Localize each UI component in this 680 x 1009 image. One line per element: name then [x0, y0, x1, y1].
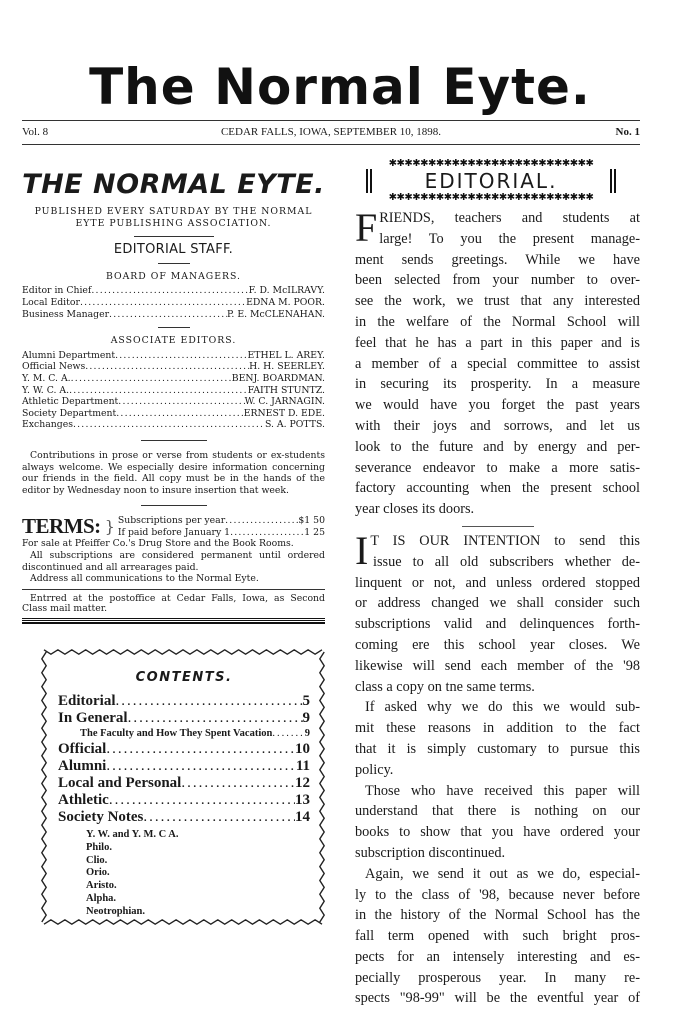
text-line: in the history of the Normal School has the — [355, 907, 640, 924]
board-heading: BOARD OF MANAGERS. — [105, 270, 242, 282]
contents-label: Alumni — [58, 758, 107, 774]
text-line: Again, we send it out as we do, especial- — [365, 865, 640, 882]
divider — [141, 505, 207, 506]
editorial-body — [355, 205, 640, 1009]
staff-name: ETHEL L. AREY. — [247, 349, 325, 361]
staff-row — [22, 309, 325, 321]
contents-item[interactable] — [58, 710, 310, 727]
text-line: mit these reasons in addition to the fact — [355, 720, 640, 737]
dot-leader — [69, 385, 248, 397]
society-item: Alpha. — [86, 892, 117, 904]
text-line: that it is simply customary to pursue this — [355, 740, 640, 757]
divider — [158, 327, 190, 328]
dot-leader — [128, 710, 303, 727]
text-line: subscription discontinued. — [355, 844, 506, 861]
text-line: year closes its doors. — [355, 501, 475, 518]
staff-row — [22, 419, 325, 431]
contents-label: Editorial — [58, 693, 116, 709]
drop-cap: F — [355, 205, 378, 250]
text-line: understand that there is nothing on our — [355, 803, 640, 820]
terms-row-price: $1 50 — [298, 515, 325, 527]
dot-leader — [181, 775, 295, 792]
dot-leader — [106, 741, 295, 758]
contents-page: 14 — [295, 809, 310, 825]
dot-leader — [106, 758, 295, 775]
contents-item[interactable] — [58, 741, 310, 758]
text-line: pecially prosperous year. In many re- — [355, 969, 640, 986]
publisher-line: PUBLISHED EVERY SATURDAY BY THE NORMAL EYTE PUBLISHING ASSOCIATION. — [34, 206, 313, 229]
staff-role: Y. M. C. A. — [22, 372, 71, 384]
dot-leader — [91, 285, 248, 297]
staff-row — [22, 297, 325, 309]
society-item: Orio. — [86, 867, 110, 879]
text-line: feel that he has a part in this paper and is — [355, 334, 640, 351]
staff-row — [22, 285, 325, 297]
contents-list — [58, 693, 310, 826]
dot-leader — [109, 792, 295, 809]
staff-row — [22, 396, 325, 408]
society-item: Clio. — [86, 854, 108, 866]
contents-label: Local and Personal — [58, 775, 182, 791]
contributions-note: Contributions in prose or verse from students or ex-students always welcome. We especially desire information concerning our friends in the field. All copy must be in the hands of the editor by Wednesday noon to insure insertion that week. — [22, 449, 325, 496]
contents-page: 9 — [302, 710, 310, 726]
staff-role: Alumni Department — [22, 349, 116, 361]
text-line: ment sends greetings. While we have — [355, 251, 640, 268]
dot-leader — [71, 373, 232, 385]
contents-page: 12 — [295, 775, 310, 791]
address-note: Address all communications to the Normal Eyte. — [30, 573, 259, 585]
text-line: linquent or not, and unless ordered stopped — [355, 574, 640, 591]
text-line: policy. — [355, 761, 394, 778]
text-line: large! To you the present manage- — [379, 230, 640, 247]
contents-page: 10 — [295, 741, 310, 757]
staff-row — [22, 408, 325, 420]
text-line: spects "98-99" will be the eventful year of — [355, 990, 640, 1007]
terms-rows — [118, 515, 325, 538]
entered-note: Entrred at the postoffice at Cedar Falls, Iowa, as Second Class mail matter. — [22, 592, 325, 615]
board-list — [22, 285, 325, 320]
dot-leader — [115, 350, 247, 362]
contents-label: The Faculty and How They Spent Vacation — [80, 728, 273, 739]
text-line: factory accounting when the present school — [355, 480, 640, 497]
text-line: likewise will send each member of the '98 — [355, 657, 640, 674]
text-line: a member of a special committee to assist — [355, 355, 640, 372]
divider — [134, 236, 214, 237]
contents-page: 9 — [304, 728, 310, 739]
ornament-border-icon: ✱✱✱✱✱✱✱✱✱✱✱✱✱✱✱✱✱✱✱✱✱✱✱✱✱✱ — [388, 159, 594, 169]
dot-leader — [230, 527, 304, 539]
text-line: RIENDS, teachers and students at — [379, 210, 640, 226]
dot-leader — [118, 396, 244, 408]
text-line: coming ere this school year closes. We — [355, 636, 640, 653]
staff-name: ERNEST D. EDE. — [243, 407, 325, 419]
divider — [22, 618, 325, 624]
editorial-paragraph — [355, 527, 640, 1009]
staff-row — [22, 385, 325, 397]
contents-page: 11 — [295, 758, 310, 774]
text-line: issue to all old subscribers whether de- — [373, 553, 640, 570]
permanent-note: All subscriptions are considered permanent until ordered discontinued and all arrearages paid. — [22, 550, 325, 573]
text-line: Those who have received this paper will — [365, 782, 640, 799]
text-line: look to the future and by energy and per- — [355, 438, 640, 455]
contents-label: Athletic — [58, 792, 109, 808]
staff-row — [22, 361, 325, 373]
staff-name: F. D. McILRAVY. — [248, 285, 325, 297]
text-line: T IS OUR INTENTION to send this — [370, 532, 640, 549]
dot-leader — [272, 727, 304, 741]
editorial-header — [366, 159, 616, 203]
divider — [158, 263, 190, 264]
dateline — [22, 126, 640, 138]
contents-item[interactable] — [58, 809, 310, 826]
staff-name: FAITH STUNTZ. — [247, 384, 325, 396]
text-line: ly to the class of '98, because never before — [355, 886, 640, 903]
dot-leader — [225, 515, 298, 527]
masthead: The Normal Eyte. — [89, 58, 591, 116]
society-item: Aristo. — [86, 880, 117, 892]
staff-role: Official News — [22, 361, 86, 373]
dot-leader — [116, 408, 243, 420]
text-line: pects for an intensely interesting and es- — [355, 948, 640, 965]
divider — [462, 526, 534, 527]
staff-role: Exchanges — [22, 419, 73, 431]
staff-role: Business Manager — [22, 308, 110, 320]
staff-name: H. H. SEERLEY. — [249, 361, 325, 373]
volume: Vol. 8 — [22, 126, 49, 138]
contents-label: Official — [58, 741, 107, 757]
staff-name: P. E. McCLENAHAN. — [227, 308, 325, 320]
contents-page: 5 — [302, 693, 310, 709]
contents-item[interactable] — [58, 693, 310, 710]
society-item: Philo. — [86, 841, 112, 853]
issue-number: No. 1 — [615, 126, 640, 138]
society-item: Y. W. and Y. M. C A. — [86, 829, 179, 840]
society-item: Neotrophian. — [86, 905, 146, 917]
contents-label: In General — [58, 710, 128, 726]
staff-name: EDNA M. POOR. — [246, 296, 325, 308]
staff-name: S. A. POTTS. — [264, 419, 325, 431]
staff-role: Society Department — [22, 407, 117, 419]
staff-role: Athletic Department — [22, 396, 119, 408]
dot-leader — [73, 419, 265, 431]
ornament-border-icon: ✱✱✱✱✱✱✱✱✱✱✱✱✱✱✱✱✱✱✱✱✱✱✱✱✱✱ — [388, 193, 594, 203]
text-line: If asked why we do this we would sub- — [365, 699, 640, 716]
dot-leader — [80, 297, 246, 309]
brace-icon: } — [104, 517, 115, 537]
text-line: or address changed we shall consider such — [355, 595, 640, 612]
divider — [22, 120, 640, 121]
staff-heading: EDITORIAL STAFF. — [113, 242, 234, 258]
text-line: in securing its prosperity. In a measure — [355, 376, 640, 393]
divider — [141, 440, 207, 441]
contents-item[interactable] — [58, 775, 310, 792]
contents-item[interactable] — [58, 727, 310, 741]
dot-leader — [109, 309, 227, 321]
editorial-heading: EDITORIAL. — [366, 169, 616, 193]
terms-row-price: 1 25 — [304, 526, 325, 538]
divider — [22, 589, 325, 590]
text-line: severance endeavor to make a more satis- — [355, 459, 640, 476]
contents-page: 13 — [295, 792, 310, 808]
sale-note: For sale at Pfeiffer Co.'s Drug Store and the Book Rooms. — [22, 538, 294, 550]
text-line: we would have you forget the past years — [355, 397, 640, 414]
dot-leader — [116, 693, 303, 710]
place-date: CEDAR FALLS, IOWA, SEPTEMBER 10, 1898. — [220, 126, 442, 138]
text-line: been selected from your number to over- — [355, 272, 640, 289]
staff-name: BENJ. BOARDMAN. — [231, 372, 325, 384]
text-line: subscriptions valid and delinquences forth- — [355, 616, 640, 633]
paper-title: THE NORMAL EYTE. — [22, 169, 325, 200]
terms — [22, 515, 325, 538]
dot-leader — [143, 809, 295, 826]
text-line: class a copy on tne same terms. — [355, 678, 535, 695]
divider — [22, 144, 640, 145]
society-list — [58, 829, 310, 919]
staff-role: Editor in Chief — [22, 285, 92, 297]
terms-row — [118, 527, 325, 539]
staff-row — [22, 373, 325, 385]
associate-heading: ASSOCIATE EDITORS. — [110, 335, 237, 347]
staff-row — [22, 350, 325, 362]
left-column — [22, 168, 325, 624]
terms-row-label: Subscriptions per year — [117, 515, 226, 527]
staff-name: W. C. JARNAGIN. — [244, 396, 325, 408]
staff-role: Local Editor — [22, 296, 80, 308]
contents-box — [40, 648, 326, 926]
contents-item[interactable] — [58, 792, 310, 809]
contents-label: Society Notes — [58, 809, 144, 825]
drop-cap: I — [355, 527, 369, 573]
contents-item[interactable] — [58, 758, 310, 775]
text-line: with their joys and sorrows, and let us — [355, 417, 640, 434]
terms-label: TERMS: — [22, 514, 101, 539]
associate-list — [22, 350, 325, 431]
text-line: fall term opened with such bright pros- — [355, 928, 640, 945]
text-line: books to show that you have ordered your — [355, 824, 640, 841]
dot-leader — [85, 361, 249, 373]
staff-role: Y. W. C. A. — [22, 384, 70, 396]
text-line: in the welfare of the Normal School will — [355, 313, 640, 330]
contents-title: CONTENTS. — [135, 670, 233, 685]
editorial-paragraph — [355, 205, 640, 520]
text-line: see the work, we trust that any interested — [355, 293, 640, 310]
terms-row-label: If paid before January 1 — [117, 526, 231, 538]
terms-row — [118, 515, 325, 527]
